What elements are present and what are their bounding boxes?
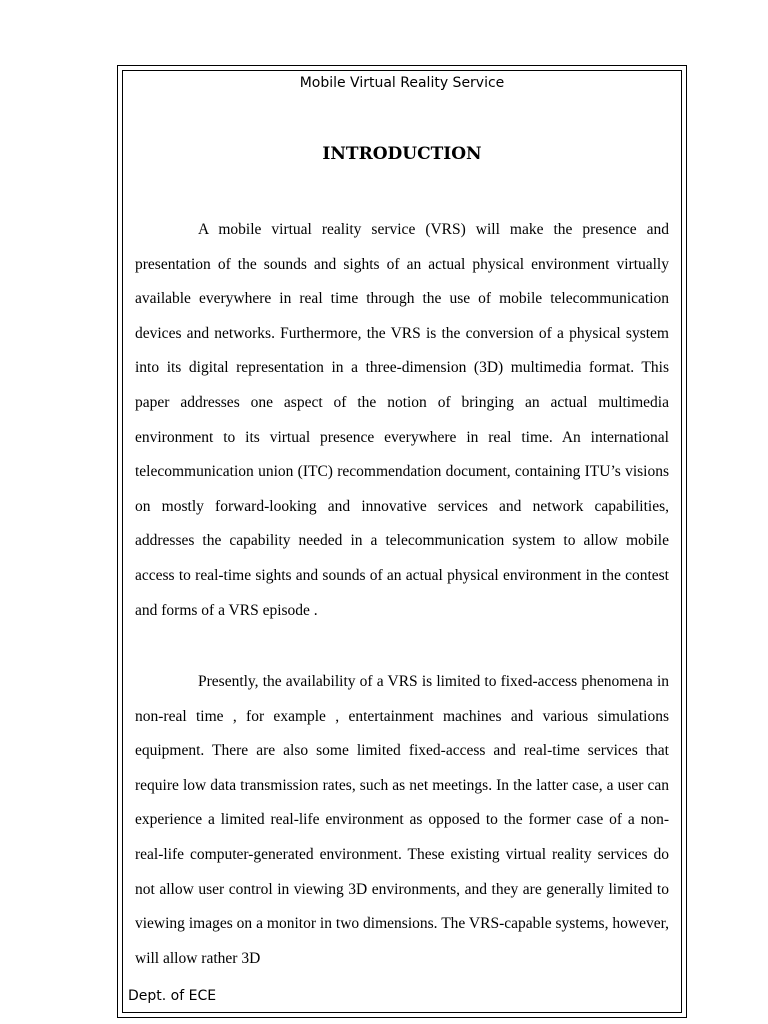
paragraph-2-text: Presently, the availability of a VRS is limited to fixed-access phenomena in non-real time , for example , entertainment machines and various simulations equipment. There are also some limited fixed-access and real-time services that require low data transmission rates, such as net meetings. In the latter case, a user can experience a limited real-life environment as opposed to the former case of a non-real-life computer-generated environment. These existing virtual reality services do not allow user control in viewing 3D environments, and they are generally limited to viewing images on a monitor in two dimensions. The VRS-capable systems, however, will allow rather 3D: [135, 673, 669, 967]
paragraph-1: [135, 213, 669, 628]
page-footer: Dept. of ECE: [128, 988, 217, 1004]
page-header: Mobile Virtual Reality Service: [299, 75, 505, 91]
paragraph-2: [135, 665, 669, 976]
paragraph-1-text: A mobile virtual reality service (VRS) will make the presence and presentation of the sounds and sights of an actual physical environment virtually available everywhere in real time through the use of mobile telecommunication devices and networks. Furthermore, the VRS is the conversion of a physical system into its digital representation in a three-dimension (3D) multimedia format. This paper addresses one aspect of the notion of bringing an actual multimedia environment to its virtual presence everywhere in real time. An international telecommunication union (ITC) recommendation document, containing ITU’s visions on mostly forward-looking and innovative services and network capabilities, addresses the capability needed in a telecommunication system to allow mobile access to real-time sights and sounds of an actual physical environment in the contest and forms of a VRS episode .: [135, 221, 669, 619]
section-title: INTRODUCTION: [322, 144, 482, 164]
